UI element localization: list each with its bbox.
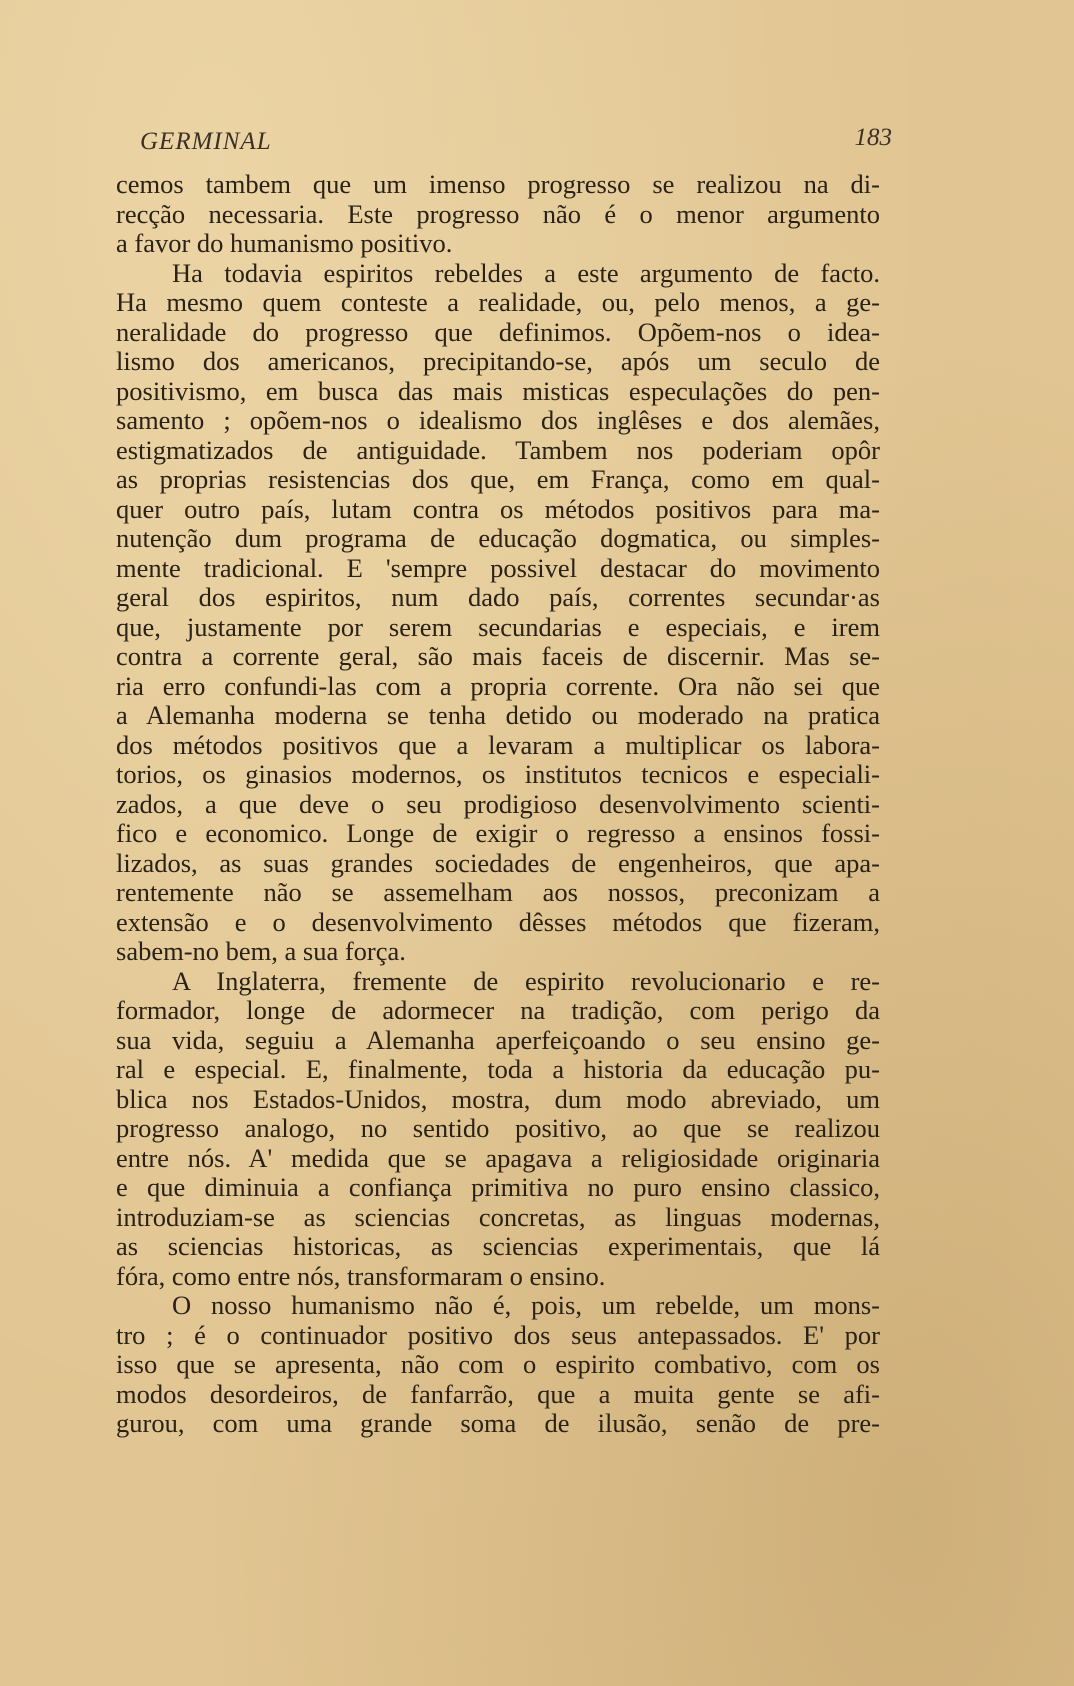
text-line: modos desordeiros, de fanfarrão, que a muita gente se afi-	[116, 1378, 880, 1409]
text-line: A Inglaterra, fremente de espirito revolucionario e re-	[172, 965, 880, 996]
text-line: neralidade do progresso que definimos. Opõem-nos o idea-	[116, 316, 880, 347]
text-line: sabem-no bem, a sua força.	[116, 936, 406, 966]
text-line: dos métodos positivos que a levaram a multiplicar os labora-	[116, 729, 880, 760]
text-line: positivismo, em busca das mais misticas especulações do pen-	[116, 375, 880, 406]
body-text	[116, 170, 880, 1439]
text-line: lizados, as suas grandes sociedades de engenheiros, que apa-	[116, 847, 880, 878]
text-line: cemos tambem que um imenso progresso se realizou na di-	[116, 169, 880, 199]
text-line: quer outro país, lutam contra os métodos positivos para ma-	[116, 493, 880, 524]
text-line: as proprias resistencias dos que, em França, como em qual-	[116, 464, 880, 494]
text-line: que, justamente por serem secundarias e especiais, e irem	[116, 611, 880, 642]
text-line: estigmatizados de antiguidade. Tambem nos poderiam opôr	[116, 434, 880, 465]
text-line: a favor do humanismo positivo.	[116, 228, 453, 258]
text-line: nutenção dum programa de educação dogmatica, ou simples-	[116, 523, 880, 553]
text-line: progresso analogo, no sentido positivo, ao que se realizou	[116, 1113, 880, 1143]
text-line: e que diminuia a confiança primitiva no puro ensino classico,	[116, 1172, 880, 1202]
text-line: as sciencias historicas, as sciencias experimentais, que lá	[116, 1231, 880, 1261]
text-line: extensão e o desenvolvimento dêsses métodos que fizeram,	[116, 906, 880, 937]
text-line: a Alemanha moderna se tenha detido ou moderado na pratica	[116, 700, 880, 730]
text-line: tro ; é o continuador positivo dos seus antepassados. E' por	[116, 1319, 880, 1350]
text-line: isso que se apresenta, não com o espirito combativo, com os	[116, 1349, 880, 1379]
text-line: lismo dos americanos, precipitando-se, após um seculo de	[116, 346, 880, 376]
text-line: gurou, com uma grande soma de ilusão, senão de pre-	[116, 1408, 880, 1438]
text-line: blica nos Estados-Unidos, mostra, dum modo abreviado, um	[116, 1083, 880, 1114]
text-line: torios, os ginasios modernos, os institutos tecnicos e especiali-	[116, 759, 880, 789]
text-line: fico e economico. Longe de exigir o regresso a ensinos fossi-	[116, 818, 880, 848]
text-line: Ha todavia espiritos rebeldes a este argumento de facto.	[172, 257, 880, 288]
text-line: zados, a que deve o seu prodigioso desenvolvimento scienti-	[116, 788, 880, 819]
text-line: contra a corrente geral, são mais faceis de discernir. Mas se-	[116, 641, 880, 671]
text-line: introduziam-se as sciencias concretas, as linguas modernas,	[116, 1201, 880, 1232]
text-line: samento ; opõem-nos o idealismo dos inglêses e dos alemães,	[116, 405, 880, 435]
text-line: ria erro confundi-las com a propria corrente. Ora não sei que	[116, 670, 880, 701]
text-line: rentemente não se assemelham aos nossos, preconizam a	[116, 877, 880, 907]
text-line: mente tradicional. E 'sempre possivel destacar do movimento	[116, 552, 880, 583]
running-title: GERMINAL	[140, 128, 272, 155]
text-line: O nosso humanismo não é, pois, um rebelde, um mons-	[172, 1290, 880, 1320]
text-line: recção necessaria. Este progresso não é o menor argumento	[116, 198, 880, 229]
text-line: fóra, como entre nós, transformaram o ensino.	[116, 1260, 606, 1291]
text-line: Ha mesmo quem conteste a realidade, ou, pelo menos, a ge-	[116, 287, 880, 317]
text-line: ral e especial. E, finalmente, toda a historia da educação pu-	[116, 1054, 880, 1084]
page-number: 183	[854, 124, 892, 151]
running-header	[140, 124, 892, 158]
text-line: sua vida, seguiu a Alemanha aperfeiçoando o seu ensino ge-	[116, 1024, 880, 1055]
text-line: formador, longe de adormecer na tradição, com perigo da	[116, 995, 880, 1025]
text-line: geral dos espiritos, num dado país, correntes secundar·as	[116, 582, 880, 612]
text-line: entre nós. A' medida que se apagava a religiosidade originaria	[116, 1142, 880, 1173]
